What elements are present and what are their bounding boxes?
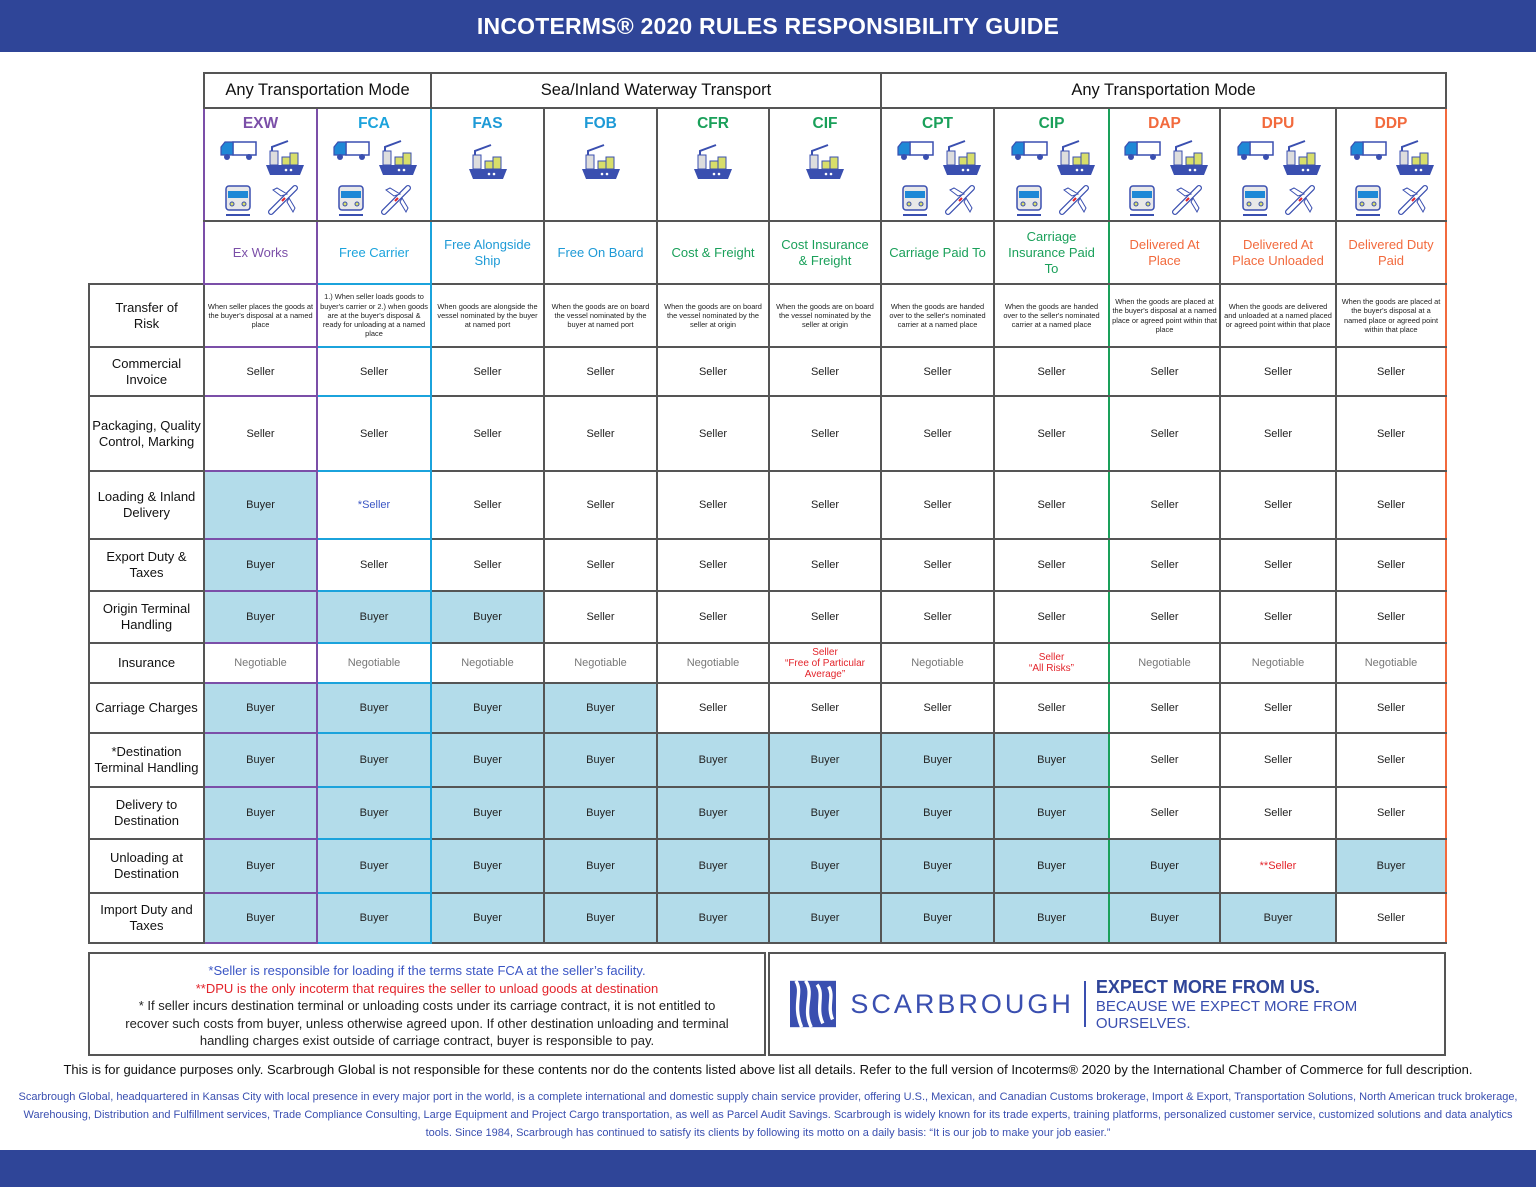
- responsibility-cell: Seller: [431, 471, 544, 539]
- responsibility-cell: Seller: [544, 396, 657, 471]
- row-label: Packaging, Quality Control, Marking: [89, 396, 204, 471]
- term-header-fob: [544, 108, 657, 221]
- transfer-of-risk-cell: When the goods are handed over to the seller's nominated carrier at a named place: [994, 284, 1109, 347]
- responsibility-cell: Seller: [994, 539, 1109, 591]
- responsibility-cell: Buyer: [657, 733, 769, 787]
- responsibility-cell: Buyer: [769, 787, 881, 839]
- ship-icon: [1281, 139, 1321, 180]
- transport-icons: [997, 139, 1106, 219]
- term-header-ddp: [1336, 108, 1446, 221]
- term-code: CPT: [922, 115, 953, 132]
- row-label: Delivery to Destination: [89, 787, 204, 839]
- table-row: [89, 893, 1446, 943]
- table-row: [89, 787, 1446, 839]
- responsibility-cell: Seller: [1220, 591, 1336, 643]
- responsibility-cell: Buyer: [544, 839, 657, 893]
- responsibility-cell: Buyer: [317, 839, 431, 893]
- page-title: INCOTERMS® 2020 RULES RESPONSIBILITY GUIDE: [0, 0, 1536, 52]
- blank-corner: [89, 73, 204, 108]
- responsibility-cell: Seller: [657, 591, 769, 643]
- responsibility-cell: Buyer: [769, 839, 881, 893]
- responsibility-cell: Seller: [769, 591, 881, 643]
- responsibility-cell: Buyer: [317, 893, 431, 943]
- term-header-cip: [994, 108, 1109, 221]
- transfer-of-risk-cell: When the goods are placed at the buyer's disposal at a named place or agreed point within that place: [1336, 284, 1446, 347]
- ship-icon: [264, 139, 304, 180]
- responsibility-cell: Seller “Free of Particular Average”: [769, 643, 881, 683]
- disclaimer: This is for guidance purposes only. Scarbrough Global is not responsible for these contents nor do the contents listed above list all details. Refer to the full version of Incoterms® 2020 by the International Chamber of Commerce for full description.: [63, 1062, 1473, 1077]
- responsibility-cell: Buyer: [994, 839, 1109, 893]
- responsibility-cell: Buyer: [657, 787, 769, 839]
- term-header-fca: [317, 108, 431, 221]
- responsibility-cell: Seller: [769, 347, 881, 396]
- responsibility-cell: Seller: [994, 347, 1109, 396]
- table-row: [89, 539, 1446, 591]
- responsibility-cell: Seller: [1336, 471, 1446, 539]
- responsibility-cell: Negotiable: [881, 643, 994, 683]
- row-label: Origin Terminal Handling: [89, 591, 204, 643]
- responsibility-cell: Seller: [881, 347, 994, 396]
- responsibility-cell: Seller: [1220, 733, 1336, 787]
- transfer-of-risk-cell: When the goods are on board the vessel nominated by the seller at origin: [657, 284, 769, 347]
- footnotes: [88, 952, 766, 1056]
- responsibility-cell: Seller: [769, 396, 881, 471]
- responsibility-cell: Buyer: [431, 839, 544, 893]
- responsibility-cell: Buyer: [1220, 893, 1336, 943]
- responsibility-cell: Seller: [1109, 539, 1220, 591]
- responsibility-cell: Buyer: [881, 839, 994, 893]
- train-icon: [1348, 184, 1388, 219]
- note-terminal: * If seller incurs destination terminal or unloading costs under its carriage contract, it is not entitled to recover such costs from buyer, unless otherwise agreed upon. If other destination unloading and terminal handling charges exist outside of carriage contract, buyer is responsible to pay.: [125, 998, 729, 1048]
- responsibility-cell: Buyer: [204, 471, 317, 539]
- responsibility-cell: Seller: [317, 396, 431, 471]
- responsibility-cell: Buyer: [431, 591, 544, 643]
- truck-icon: [1122, 139, 1162, 180]
- scarbrough-logo-icon: [790, 980, 836, 1028]
- bottom-bar: [0, 1150, 1536, 1187]
- row-label: Export Duty & Taxes: [89, 539, 204, 591]
- term-code: DAP: [1148, 115, 1181, 132]
- responsibility-cell: Buyer: [881, 787, 994, 839]
- transport-icons: [1223, 139, 1333, 219]
- responsibility-cell: Buyer: [544, 893, 657, 943]
- train-icon: [218, 184, 258, 219]
- ship-icon: [377, 139, 417, 180]
- term-header-fas: [431, 108, 544, 221]
- responsibility-cell: Seller: [1336, 591, 1446, 643]
- ship-icon: [941, 139, 981, 180]
- term-name: Delivered At Place Unloaded: [1220, 221, 1336, 284]
- responsibility-cell: Negotiable: [204, 643, 317, 683]
- train-icon: [1235, 184, 1275, 219]
- note-dpu: **DPU is the only incoterm that requires the seller to unload goods at destination: [195, 980, 659, 996]
- transport-icons: [207, 139, 314, 219]
- responsibility-cell: Buyer: [881, 893, 994, 943]
- transport-mode-header: Any Transportation Mode: [204, 73, 431, 108]
- plane-icon: [1281, 184, 1321, 219]
- responsibility-cell: Buyer: [1109, 839, 1220, 893]
- responsibility-cell: Buyer: [994, 787, 1109, 839]
- responsibility-cell: Seller: [881, 396, 994, 471]
- responsibility-cell: Buyer: [317, 787, 431, 839]
- responsibility-cell: Buyer: [544, 733, 657, 787]
- responsibility-cell: Seller: [881, 683, 994, 733]
- plane-icon: [377, 184, 417, 219]
- responsibility-cell: Seller: [1220, 539, 1336, 591]
- tagline-secondary: BECAUSE WE EXPECT MORE FROM OURSELVES.: [1095, 997, 1358, 1032]
- responsibility-cell: Negotiable: [1109, 643, 1220, 683]
- table-row: [89, 471, 1446, 539]
- row-label: Insurance: [89, 643, 204, 683]
- transport-mode-header: Any Transportation Mode: [881, 73, 1446, 108]
- transport-icons: [660, 143, 766, 184]
- responsibility-cell: Buyer: [204, 839, 317, 893]
- responsibility-cell: Buyer: [204, 787, 317, 839]
- responsibility-cell: Buyer: [317, 733, 431, 787]
- divider: [1084, 981, 1086, 1027]
- responsibility-cell: Seller: [1109, 396, 1220, 471]
- responsibility-cell: Seller: [1109, 347, 1220, 396]
- train-icon: [331, 184, 371, 219]
- term-code: DPU: [1261, 115, 1295, 132]
- term-name: Carriage Paid To: [881, 221, 994, 284]
- responsibility-cell: Seller: [1336, 396, 1446, 471]
- plane-icon: [1055, 184, 1095, 219]
- blank-corner: [89, 221, 204, 284]
- term-code: FCA: [358, 115, 390, 132]
- row-label: Transfer of Risk: [89, 284, 204, 347]
- transport-icons: [1112, 139, 1217, 219]
- responsibility-cell: Buyer: [431, 683, 544, 733]
- row-label: Unloading at Destination: [89, 839, 204, 893]
- truck-icon: [895, 139, 935, 180]
- transfer-of-risk-cell: When the goods are delivered and unloaded at a named placed or agreed point within that place: [1220, 284, 1336, 347]
- responsibility-cell: Negotiable: [657, 643, 769, 683]
- incoterms-table: [88, 72, 1447, 944]
- term-code: CIF: [812, 115, 838, 132]
- transport-icons: [772, 143, 878, 184]
- transport-mode-header: Sea/Inland Waterway Transport: [431, 73, 881, 108]
- responsibility-cell: Seller: [994, 683, 1109, 733]
- company-description: Scarbrough Global, headquartered in Kansas City with local presence in every major port in the world, is a complete international and domestic supply chain service provider, offering U.S., Mexican, and Canadian Customs brokerage, Import & Export, Transportation Solutions, North American truck brokerage, Warehousing, Distribution and Fulfillment services, Trade Compliance Consulting, Large Equipment and Project Cargo transportation, as well as Parcel Audit Savings. Scarbrough is widely known for its trade experts, training platforms, personalized customer service, customized solutions and data analytics tools. Since 1984, Scarbrough has continued to satisfy its clients by following its motto on a daily basis: “It is our job to make your job easier.”: [18, 1091, 1518, 1139]
- responsibility-cell: Seller: [881, 539, 994, 591]
- transfer-of-risk-cell: When the goods are placed at the buyer's disposal at a named place or agreed point within that place: [1109, 284, 1220, 347]
- row-label: *Destination Terminal Handling: [89, 733, 204, 787]
- responsibility-cell: Buyer: [431, 893, 544, 943]
- responsibility-cell: Negotiable: [431, 643, 544, 683]
- term-header-dap: [1109, 108, 1220, 221]
- responsibility-cell: Seller: [1336, 733, 1446, 787]
- responsibility-cell: Negotiable: [1220, 643, 1336, 683]
- table-row: [89, 839, 1446, 893]
- row-label: Loading & Inland Delivery: [89, 471, 204, 539]
- row-label: Carriage Charges: [89, 683, 204, 733]
- truck-icon: [1348, 139, 1388, 180]
- responsibility-cell: Buyer: [769, 893, 881, 943]
- responsibility-cell: Seller: [204, 347, 317, 396]
- plane-icon: [264, 184, 304, 219]
- transport-icons: [547, 143, 654, 184]
- transfer-of-risk-cell: When seller places the goods at the buyer's disposal at a named place: [204, 284, 317, 347]
- ship-icon: [691, 143, 735, 184]
- transport-icons: [434, 143, 541, 184]
- blank-corner: [89, 108, 204, 221]
- ship-icon: [579, 143, 623, 184]
- responsibility-cell: Seller: [657, 539, 769, 591]
- term-name: Delivered Duty Paid: [1336, 221, 1446, 284]
- responsibility-cell: Seller: [1220, 396, 1336, 471]
- tagline-primary: EXPECT MORE FROM US.: [1095, 976, 1320, 997]
- responsibility-cell: Buyer: [994, 893, 1109, 943]
- responsibility-cell: **Seller: [1220, 839, 1336, 893]
- term-header-cfr: [657, 108, 769, 221]
- term-code: EXW: [242, 115, 279, 132]
- responsibility-cell: Buyer: [431, 733, 544, 787]
- row-label: Commercial Invoice: [89, 347, 204, 396]
- term-header-exw: [204, 108, 317, 221]
- responsibility-cell: Seller: [1336, 347, 1446, 396]
- responsibility-cell: Buyer: [881, 733, 994, 787]
- ship-icon: [803, 143, 847, 184]
- responsibility-cell: Seller: [317, 347, 431, 396]
- responsibility-cell: Seller: [431, 396, 544, 471]
- responsibility-cell: Seller: [1336, 787, 1446, 839]
- transfer-of-risk-cell: When the goods are on board the vessel nominated by the seller at origin: [769, 284, 881, 347]
- responsibility-cell: Buyer: [1336, 839, 1446, 893]
- transport-icons: [884, 139, 991, 219]
- term-code: CFR: [697, 115, 729, 132]
- term-name: Cost & Freight: [657, 221, 769, 284]
- responsibility-cell: Seller: [544, 471, 657, 539]
- ship-icon: [466, 143, 510, 184]
- responsibility-cell: Seller: [544, 347, 657, 396]
- term-header-cpt: [881, 108, 994, 221]
- table-row: [89, 733, 1446, 787]
- plane-icon: [941, 184, 981, 219]
- responsibility-cell: Seller: [1220, 347, 1336, 396]
- responsibility-cell: Seller: [657, 683, 769, 733]
- responsibility-cell: Seller: [1220, 683, 1336, 733]
- term-name: Free Carrier: [317, 221, 431, 284]
- responsibility-cell: Negotiable: [1336, 643, 1446, 683]
- term-name: Free Alongside Ship: [431, 221, 544, 284]
- responsibility-cell: Buyer: [544, 683, 657, 733]
- term-code: FAS: [472, 115, 503, 132]
- responsibility-cell: Buyer: [994, 733, 1109, 787]
- transport-icons: [1339, 139, 1443, 219]
- responsibility-cell: Seller: [994, 591, 1109, 643]
- responsibility-cell: Buyer: [317, 683, 431, 733]
- truck-icon: [218, 139, 258, 180]
- term-name: Cost Insurance & Freight: [769, 221, 881, 284]
- table-row: [89, 643, 1446, 683]
- note-fca: *Seller is responsible for loading if the terms state FCA at the seller’s facility.: [208, 963, 646, 978]
- truck-icon: [1009, 139, 1049, 180]
- responsibility-cell: Buyer: [769, 733, 881, 787]
- responsibility-cell: Seller: [1336, 683, 1446, 733]
- responsibility-cell: Seller: [1109, 683, 1220, 733]
- responsibility-cell: Seller: [994, 471, 1109, 539]
- responsibility-cell: Seller: [1336, 893, 1446, 943]
- term-name: Carriage Insurance Paid To: [994, 221, 1109, 284]
- term-code: DDP: [1374, 115, 1408, 132]
- responsibility-cell: Seller: [657, 396, 769, 471]
- row-label: Import Duty and Taxes: [89, 893, 204, 943]
- responsibility-cell: Seller: [657, 471, 769, 539]
- responsibility-cell: Seller: [1109, 471, 1220, 539]
- responsibility-cell: Buyer: [657, 839, 769, 893]
- plane-icon: [1394, 184, 1434, 219]
- train-icon: [1009, 184, 1049, 219]
- train-icon: [895, 184, 935, 219]
- term-name: Ex Works: [204, 221, 317, 284]
- term-code: FOB: [584, 115, 617, 132]
- term-code: CIP: [1038, 115, 1065, 132]
- term-header-dpu: [1220, 108, 1336, 221]
- transfer-of-risk-cell: 1.) When seller loads goods to buyer's carrier or 2.) when goods are at the buyer's disposal & ready for unloading at a named place: [317, 284, 431, 347]
- responsibility-cell: Buyer: [204, 539, 317, 591]
- term-name: Free On Board: [544, 221, 657, 284]
- transfer-of-risk-cell: When the goods are handed over to the seller's nominated carrier at a named place: [881, 284, 994, 347]
- plane-icon: [1168, 184, 1208, 219]
- responsibility-cell: Negotiable: [544, 643, 657, 683]
- truck-icon: [1235, 139, 1275, 180]
- responsibility-cell: Buyer: [544, 787, 657, 839]
- responsibility-cell: Seller: [544, 591, 657, 643]
- responsibility-cell: Seller: [1220, 471, 1336, 539]
- responsibility-cell: Buyer: [317, 591, 431, 643]
- responsibility-cell: Seller: [881, 471, 994, 539]
- table-row: [89, 591, 1446, 643]
- responsibility-cell: Seller: [1109, 787, 1220, 839]
- transport-icons: [320, 139, 428, 219]
- brand-name: SCARBROUGH: [850, 988, 1074, 1019]
- term-name: Delivered At Place: [1109, 221, 1220, 284]
- responsibility-cell: Buyer: [204, 893, 317, 943]
- transfer-of-risk-cell: When the goods are on board the vessel nominated by the buyer at named port: [544, 284, 657, 347]
- table-row: [89, 683, 1446, 733]
- table-row: [89, 396, 1446, 471]
- transfer-of-risk-cell: When goods are alongside the vessel nominated by the buyer at named port: [431, 284, 544, 347]
- responsibility-cell: Seller: [1336, 539, 1446, 591]
- responsibility-cell: *Seller: [317, 471, 431, 539]
- ship-icon: [1168, 139, 1208, 180]
- responsibility-cell: Seller: [994, 396, 1109, 471]
- responsibility-cell: Seller: [769, 471, 881, 539]
- responsibility-cell: Seller: [1109, 591, 1220, 643]
- term-header-cif: [769, 108, 881, 221]
- responsibility-cell: Seller: [881, 591, 994, 643]
- responsibility-cell: Seller: [1220, 787, 1336, 839]
- responsibility-cell: Seller: [769, 683, 881, 733]
- train-icon: [1122, 184, 1162, 219]
- ship-icon: [1394, 139, 1434, 180]
- responsibility-cell: Buyer: [204, 733, 317, 787]
- responsibility-cell: Seller: [204, 396, 317, 471]
- responsibility-cell: Buyer: [657, 893, 769, 943]
- responsibility-cell: Buyer: [431, 787, 544, 839]
- responsibility-cell: Seller: [1109, 733, 1220, 787]
- truck-icon: [331, 139, 371, 180]
- responsibility-cell: Buyer: [1109, 893, 1220, 943]
- responsibility-cell: Seller: [544, 539, 657, 591]
- responsibility-cell: Seller: [431, 539, 544, 591]
- responsibility-cell: Seller “All Risks”: [994, 643, 1109, 683]
- responsibility-cell: Buyer: [204, 591, 317, 643]
- brand-panel: [768, 952, 1446, 1056]
- responsibility-cell: Seller: [431, 347, 544, 396]
- responsibility-cell: Negotiable: [317, 643, 431, 683]
- responsibility-cell: Seller: [769, 539, 881, 591]
- responsibility-cell: Seller: [657, 347, 769, 396]
- responsibility-cell: Buyer: [204, 683, 317, 733]
- ship-icon: [1055, 139, 1095, 180]
- table-row: [89, 347, 1446, 396]
- responsibility-cell: Seller: [317, 539, 431, 591]
